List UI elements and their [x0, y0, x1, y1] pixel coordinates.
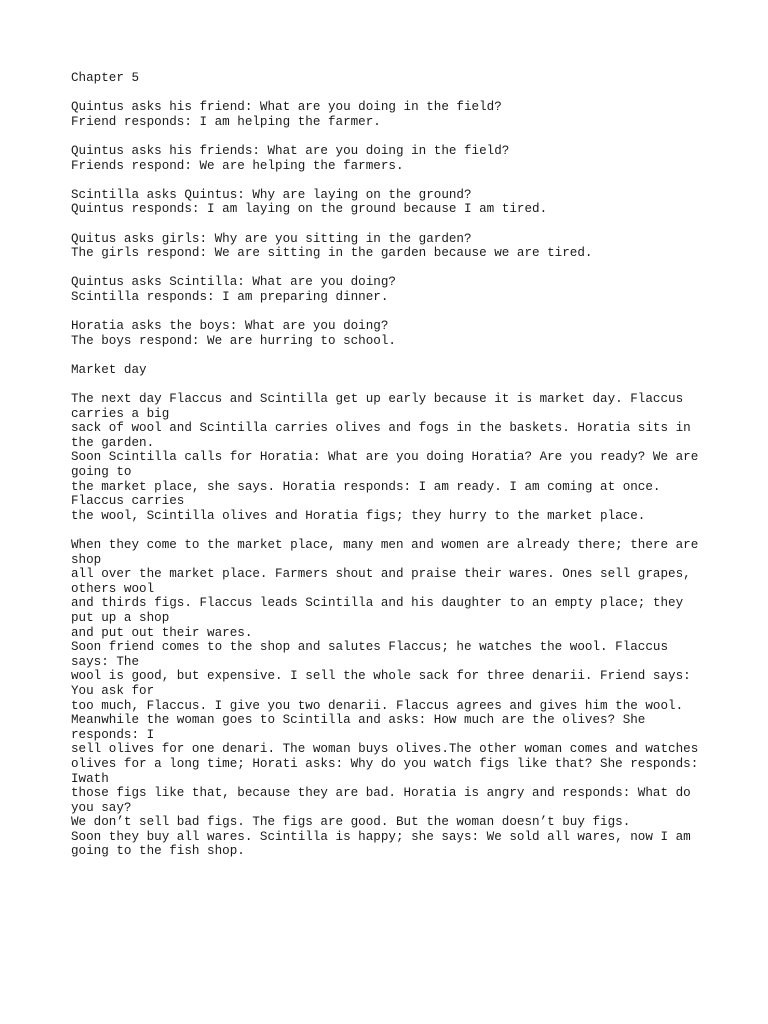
- spacer: [71, 129, 711, 144]
- paragraph-line: sack of wool and Scintilla carries olives and fogs in the baskets. Horatia sits in: [71, 421, 691, 436]
- paragraph-line: When they come to the market place, many men and women are already there; there are: [71, 538, 699, 552]
- paragraph-line: Meanwhile the woman goes to Scintilla and asks: How much are the olives? She: [71, 713, 646, 728]
- paragraph-line: Iwath: [71, 771, 109, 786]
- paragraph-line: responds: I: [71, 727, 155, 742]
- spacer: [71, 173, 711, 188]
- dialogue-question: Quintus asks Scintilla: What are you doing?: [71, 275, 396, 290]
- paragraph-line: sell olives for one denari. The woman buys olives.The other woman comes and watches: [71, 742, 699, 757]
- paragraph-line: the market place, she says. Horatia responds: I am ready. I am coming at once.: [71, 479, 661, 494]
- dialogue-question: Quitus asks girls: Why are you sitting in the garden?: [71, 231, 472, 246]
- spacer: [71, 217, 711, 232]
- dialogue-answer: Scintilla responds: I am preparing dinner.: [71, 289, 389, 304]
- chapter-title: Chapter 5: [71, 71, 140, 85]
- paragraph-line: Soon they buy all wares. Scintilla is happy; she says: We sold all wares, now I am: [71, 829, 691, 844]
- dialogue-block: [71, 232, 711, 261]
- spacer: [71, 348, 711, 363]
- dialogue-question: Quintus asks his friend: What are you doing in the field?: [71, 100, 502, 115]
- paragraph-line: all over the market place. Farmers shout and praise their wares. Ones sell grapes,: [71, 567, 691, 582]
- document-page: [71, 71, 711, 859]
- paragraph-line: you say?: [71, 800, 132, 815]
- spacer: [71, 377, 711, 392]
- dialogue-question: Horatia asks the boys: What are you doing?: [71, 319, 389, 334]
- paragraph-line: and put out their wares.: [71, 625, 253, 640]
- paragraph-line: olives for a long time; Horati asks: Why do you watch figs like that? She responds:: [71, 756, 699, 771]
- spacer: [71, 261, 711, 276]
- paragraph-line: too much, Flaccus. I give you two denarii. Flaccus agrees and gives him the wool.: [71, 698, 684, 713]
- dialogue-block: [71, 275, 711, 304]
- dialogue-question: Quintus asks his friends: What are you doing in the field?: [71, 143, 510, 158]
- dialogue-answer: The boys respond: We are hurring to school.: [71, 333, 396, 348]
- paragraph-line: put up a shop: [71, 610, 170, 625]
- paragraph-line: the garden.: [71, 435, 155, 450]
- paragraph-line: the wool, Scintilla olives and Horatia figs; they hurry to the market place.: [71, 508, 646, 523]
- paragraph-line: going to: [71, 465, 132, 480]
- paragraph-2: [71, 538, 711, 859]
- paragraph-line: Flaccus carries: [71, 494, 185, 509]
- paragraph-line: says: The: [71, 654, 140, 669]
- paragraph-line: The next day Flaccus and Scintilla get up early because it is market day. Flaccus: [71, 392, 684, 407]
- paragraph-line: Soon friend comes to the shop and salutes Flaccus; he watches the wool. Flaccus: [71, 640, 669, 655]
- dialogue-answer: Friend responds: I am helping the farmer.: [71, 114, 381, 129]
- dialogue-block: [71, 188, 711, 217]
- paragraph-1: [71, 392, 711, 523]
- paragraph-line: You ask for: [71, 683, 155, 698]
- paragraph-line: shop: [71, 552, 102, 567]
- paragraph-line: We don’t sell bad figs. The figs are good. But the woman doesn’t buy figs.: [71, 815, 631, 830]
- paragraph-line: going to the fish shop.: [71, 844, 245, 859]
- paragraph-line: wool is good, but expensive. I sell the whole sack for three denarii. Friend says:: [71, 669, 691, 684]
- paragraph-line: carries a big: [71, 406, 170, 421]
- paragraph-line: Soon Scintilla calls for Horatia: What are you doing Horatia? Are you ready? We are: [71, 450, 699, 465]
- spacer: [71, 86, 711, 101]
- dialogue-answer: The girls respond: We are sitting in the garden because we are tired.: [71, 246, 593, 261]
- dialogue-question: Scintilla asks Quintus: Why are laying on the ground?: [71, 187, 472, 202]
- paragraph-line: others wool: [71, 581, 155, 596]
- dialogue-answer: Friends respond: We are helping the farmers.: [71, 158, 404, 173]
- dialogue-block: [71, 100, 711, 129]
- section-title: Market day: [71, 362, 147, 377]
- paragraph-line: and thirds figs. Flaccus leads Scintilla and his daughter to an empty place; they: [71, 596, 684, 611]
- spacer: [71, 523, 711, 538]
- dialogue-block: [71, 144, 711, 173]
- paragraph-line: those figs like that, because they are bad. Horatia is angry and responds: What do: [71, 786, 691, 801]
- spacer: [71, 305, 711, 320]
- dialogue-block: [71, 319, 711, 348]
- dialogue-answer: Quintus responds: I am laying on the ground because I am tired.: [71, 202, 548, 217]
